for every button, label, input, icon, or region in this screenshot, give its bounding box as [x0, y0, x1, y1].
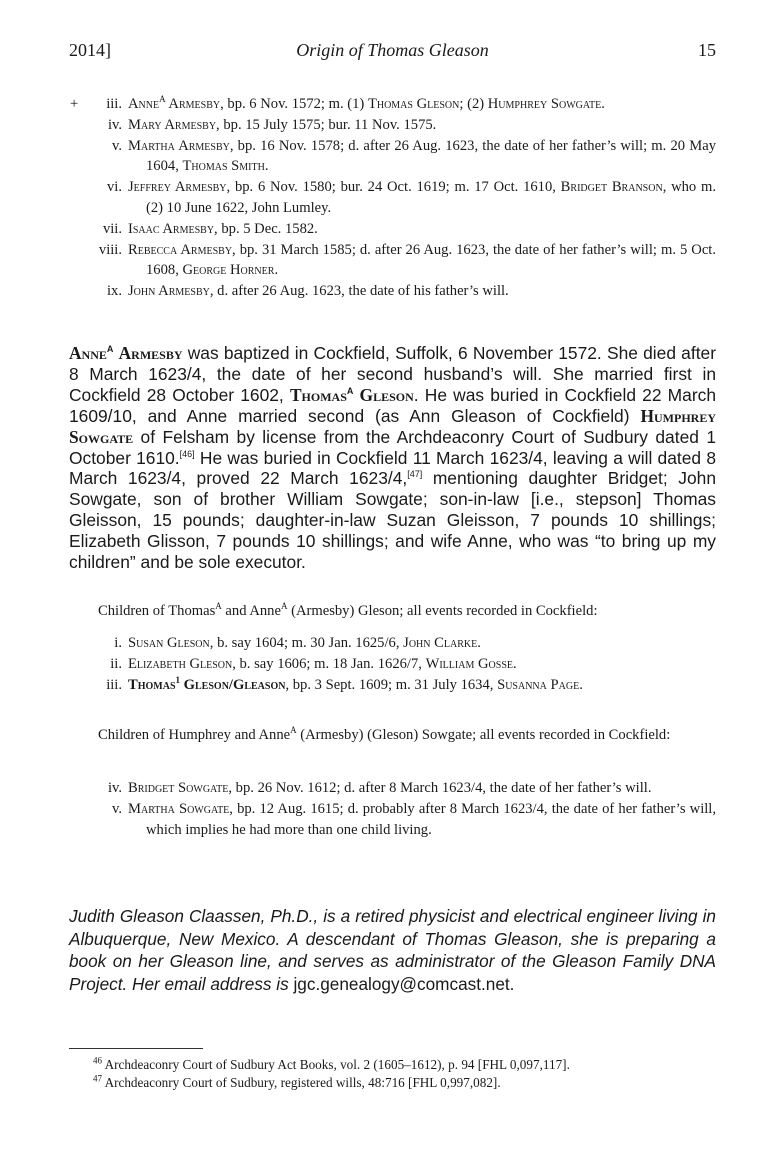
spouse-name: William Gosse [425, 655, 513, 672]
list-item [0, 675, 784, 696]
generation-letter: A [159, 94, 166, 105]
list-item [0, 240, 784, 282]
entry-number: ii. [110, 655, 122, 672]
entry-end: . [477, 635, 481, 651]
list-item [0, 799, 784, 841]
entry-number: i. [114, 635, 122, 651]
paragraph-text: . He was buried in Cockfield 22 March 1609/10, and Anne married second (as Ann Gleason of Cockfield) [69, 384, 716, 426]
footnote-text: Archdeaconry Court of Sudbury Act Books, vol. 2 (1605–1612), p. 94 [FHL 0,097,117]. [102, 1057, 570, 1072]
person-name: Isaac Armesby [128, 220, 215, 237]
list-item [0, 633, 784, 654]
spouse-name: Humphrey Sowgate [487, 96, 602, 112]
spouse-name: Thomas Smith [182, 158, 265, 175]
entry-end: . [601, 96, 605, 112]
generation-letter: A [215, 601, 222, 612]
intro-text: (Armesby) Gleson; all events recorded in Cockfield: [287, 603, 598, 619]
spouse-name: Bridget Branson [560, 179, 663, 196]
entry-number: iii. [106, 96, 122, 112]
children-intro [69, 725, 716, 746]
main-paragraph [69, 343, 716, 573]
spouse-name: Humphrey Sowgate [69, 405, 716, 447]
entry-detail: , bp. 26 Nov. 1612; d. after 8 March 1623/4, the date of her father’s will. [228, 780, 652, 796]
entry-number: vii. [102, 220, 122, 237]
entry-number: v. [112, 800, 122, 817]
person-name: John Armesby [128, 283, 210, 300]
footnote-ref[interactable]: [46] [179, 448, 195, 459]
subject-name: Anne [69, 343, 107, 363]
intro-text: Children of Humphrey and Anne [98, 727, 291, 743]
entry-number: ix. [107, 283, 122, 300]
sowgate-children-list [0, 778, 784, 840]
list-item [0, 177, 784, 219]
spouse-name: Thomas [289, 384, 347, 405]
intro-text: and Anne [221, 603, 281, 619]
subject-surname: Armesby [118, 343, 183, 363]
paragraph-text: of Felsham by license from the Archdeaconry Court of Sudbury dated 1 October 1610. [69, 426, 716, 468]
entry-detail: , bp. 16 Nov. 1578; d. after 26 Aug. 1623, the date of her father’s will; m. 20 May 1604, [146, 137, 717, 175]
gleson-children-list [0, 633, 784, 695]
list-item [0, 136, 784, 178]
entry-detail: , bp. 31 March 1585; d. after 26 Aug. 1623, the date of her father’s will; m. 5 Oct. 1608, [146, 241, 716, 279]
entry-end: . [274, 262, 279, 279]
person-surname: Gleson/Gleason [180, 676, 286, 693]
entry-detail: , b. say 1606; m. 18 Jan. 1626/7, [232, 655, 426, 672]
person-name: Thomas [128, 676, 176, 693]
entry-number: iv. [107, 116, 122, 133]
list-item [0, 281, 784, 302]
author-email-link[interactable]: jgc.genealogy@comcast.net [293, 973, 510, 994]
paragraph-text: was baptized in Cockfield, Suffolk, 6 November 1572. She died after 8 March 1623/4, the date of her second husband’s will. She married first in Cockfield 28 October 1602, [69, 343, 716, 405]
armesby-children-list [0, 94, 784, 302]
spouse-name: George Horner [182, 262, 275, 279]
intro-text: Children of Thomas [98, 603, 216, 619]
list-item [0, 219, 784, 240]
entry-end: . [264, 158, 269, 175]
spouse-name: John Clarke [403, 635, 478, 651]
footnote-number: 46 [93, 1055, 102, 1066]
list-item [0, 654, 784, 675]
person-name: Anne [128, 96, 160, 112]
entry-detail: , bp. 15 July 1575; bur. 11 Nov. 1575. [216, 116, 437, 133]
person-name: Martha Sowgate [128, 800, 230, 817]
list-item [0, 94, 784, 115]
entry-end: , who m. (2) 10 June 1622, John Lumley. [146, 179, 716, 216]
spouse-name: Susanna Page [497, 676, 580, 693]
person-name: Martha Armesby [128, 137, 230, 154]
footnote-divider [69, 1048, 203, 1049]
paragraph-text: mentioning daughter Bridget; John Sowgate, son of brother William Sowgate; son-in-law [i.e., stepson] Thomas Gleisson, 15 pounds; daughter-in-law Suzan Gleisson, 7 pounds 10 shillings; Elizabeth Glisson, 7 pounds 10 shillings; and wife Anne, who was “to bring up my children” and be sole executor. [69, 468, 716, 573]
generation-letter: A [346, 386, 354, 397]
list-item [0, 778, 784, 799]
author-bio [69, 905, 716, 995]
person-surname: Armesby [165, 96, 221, 112]
entry-end: . [512, 655, 517, 672]
intro-text: (Armesby) (Gleson) Sowgate; all events recorded in Cockfield: [296, 727, 671, 743]
entry-number: iii. [106, 676, 122, 693]
list-item [0, 115, 784, 136]
entry-detail: , bp. 12 Aug. 1615; d. probably after 8 March 1623/4, the date of her father’s will, which implies he had more than one child living. [146, 800, 717, 838]
entry-detail: ; (2) [459, 96, 488, 112]
person-name: Rebecca Armesby [128, 241, 233, 258]
header-page-number: 15 [698, 40, 716, 60]
person-name: Susan Gleson [128, 635, 210, 651]
person-name: Bridget Sowgate [128, 780, 229, 796]
bio-text: Judith Gleason Claassen, Ph.D., is a retired physicist and electrical engineer living in Albuquerque, New Mexico. A descendant of Thomas Gleason, she is preparing a book on her Gleason line, and serves as administrator of the Gleason Family DNA Project. Her email address is [69, 906, 716, 994]
entry-number: viii. [98, 241, 122, 258]
entry-detail: , bp. 3 Sept. 1609; m. 31 July 1634, [285, 676, 498, 693]
paragraph-text: He was buried in Cockfield 11 March 1623/4, leaving a will dated 8 March 1623/4, proved 22 March 1623/4, [69, 447, 716, 489]
footnote [69, 1074, 716, 1092]
header-year: 2014] [69, 40, 111, 60]
entry-detail: , b. say 1604; m. 30 Jan. 1625/6, [209, 635, 404, 651]
generation-letter: A [280, 601, 288, 612]
footnote-number: 47 [93, 1073, 102, 1084]
entry-number: vi. [107, 179, 122, 196]
generation-number: 1 [175, 674, 181, 685]
entry-end: . [579, 676, 583, 693]
children-intro [69, 601, 716, 622]
person-name: Jeffrey Armesby [128, 179, 227, 196]
entry-number: iv. [107, 780, 122, 796]
entry-detail: , bp. 5 Dec. 1582. [214, 220, 318, 237]
entry-detail: , d. after 26 Aug. 1623, the date of his father’s will. [209, 283, 509, 300]
bio-end: . [509, 973, 515, 994]
spouse-name: Thomas Gleson [367, 96, 460, 112]
generation-letter: A [290, 725, 297, 736]
running-header [69, 40, 716, 64]
entry-detail: , bp. 6 Nov. 1580; bur. 24 Oct. 1619; m. 17 Oct. 1610, [226, 179, 561, 196]
footnote-ref[interactable]: [47] [407, 469, 423, 480]
footnote-text: Archdeaconry Court of Sudbury, registered wills, 48:716 [FHL 0,997,082]. [102, 1075, 501, 1090]
continuation-marker: + [70, 96, 79, 112]
person-name: Elizabeth Gleson [128, 655, 233, 672]
person-name: Mary Armesby [128, 116, 217, 133]
header-title: Origin of Thomas Gleason [296, 40, 489, 60]
entry-number: v. [112, 137, 122, 154]
spouse-surname: Gleson [359, 384, 414, 405]
generation-letter: A [106, 344, 114, 355]
footnote [69, 1056, 716, 1074]
entry-detail: , bp. 6 Nov. 1572; m. (1) [220, 96, 368, 112]
